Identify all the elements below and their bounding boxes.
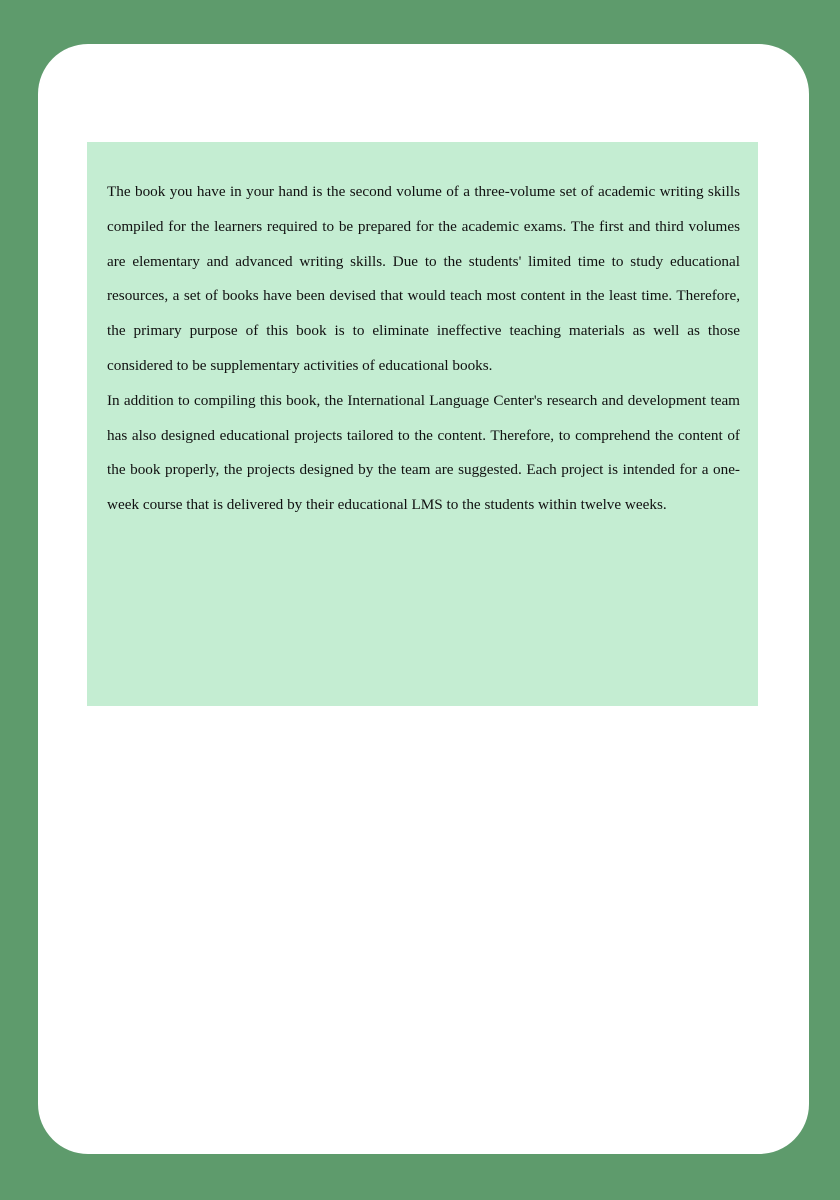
text-panel (87, 142, 758, 706)
page-card (38, 44, 809, 1154)
paragraph-projects: In addition to compiling this book, the International Language Center's research and development team has also designed educational projects tailored to the content. Therefore, to comprehend the content of the book properly, the projects designed by the team are suggested. Each project is intended for a one-week course that is delivered by their educational LMS to the students within twelve weeks. (107, 391, 740, 514)
paragraph-intro: The book you have in your hand is the second volume of a three-volume set of academic writing skills compiled for the learners required to be prepared for the academic exams. The first and third volumes are elementary and advanced writing skills. Due to the students' limited time to study educational resources, a set of books have been devised that would teach most content in the least time. Therefore, the primary purpose of this book is to eliminate ineffective teaching materials as well as those considered to be supplementary activities of educational books. (107, 183, 740, 374)
